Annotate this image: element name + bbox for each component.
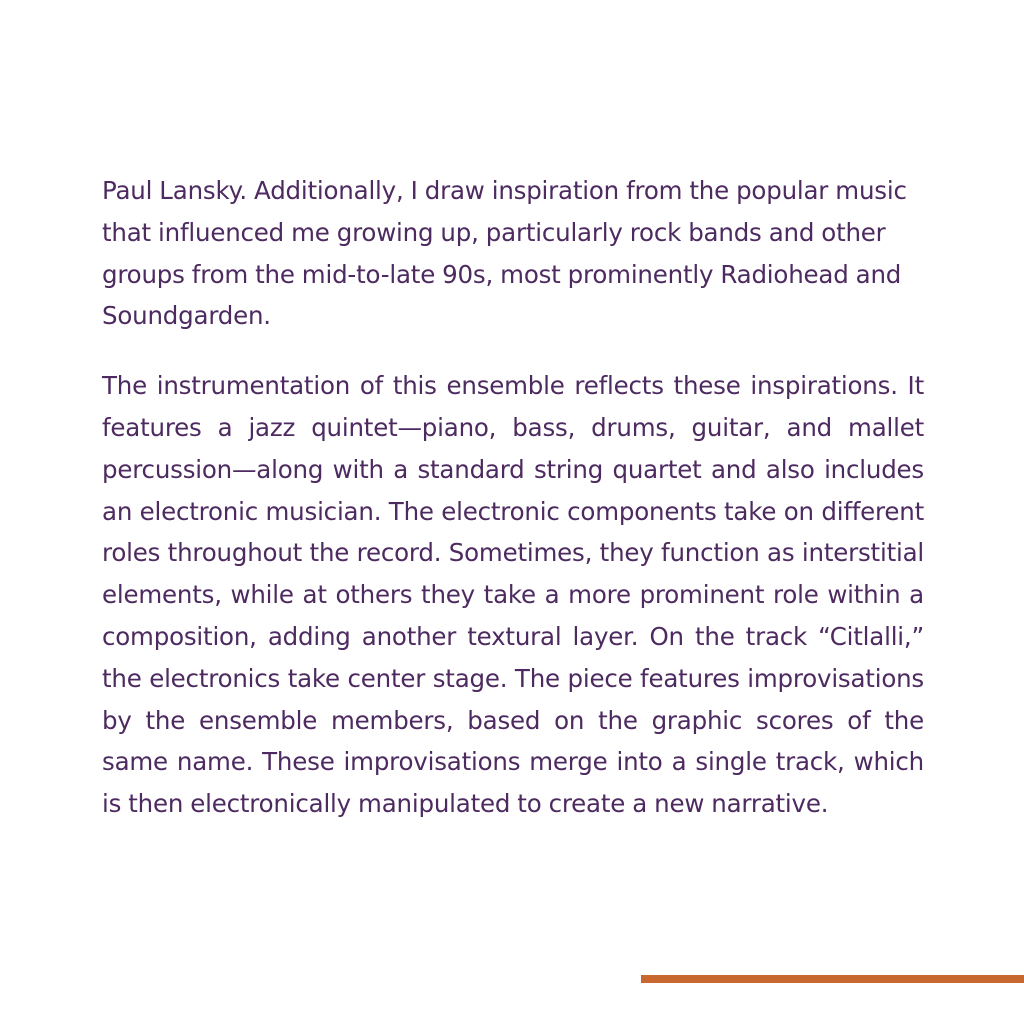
body-text xyxy=(102,170,924,825)
paragraph-instrumentation: The instrumentation of this ensemble reflects these inspirations. It features a jazz quintet—piano, bass, drums, guitar, and mallet percussion—along with a standard string quartet and also includes an electronic musician. The electronic components take on different roles throughout the record. Sometimes, they function as interstitial elements, while at others they take a more prominent role within a composition, adding another textural layer. On the track “Citlalli,” the electronics take center stage. The piece features improvisations by the ensemble members, based on the graphic scores of the same name. These improvisations merge into a single track, which is then electronically manipulated to create a new narrative. xyxy=(102,371,924,819)
paragraph-influences: Paul Lansky. Additionally, I draw inspiration from the popular music that influenced me growing up, particularly rock bands and other groups from the mid-to-late 90s, most prominently Radiohead and Soundgarden. xyxy=(102,176,907,331)
accent-divider-line xyxy=(641,975,1024,983)
